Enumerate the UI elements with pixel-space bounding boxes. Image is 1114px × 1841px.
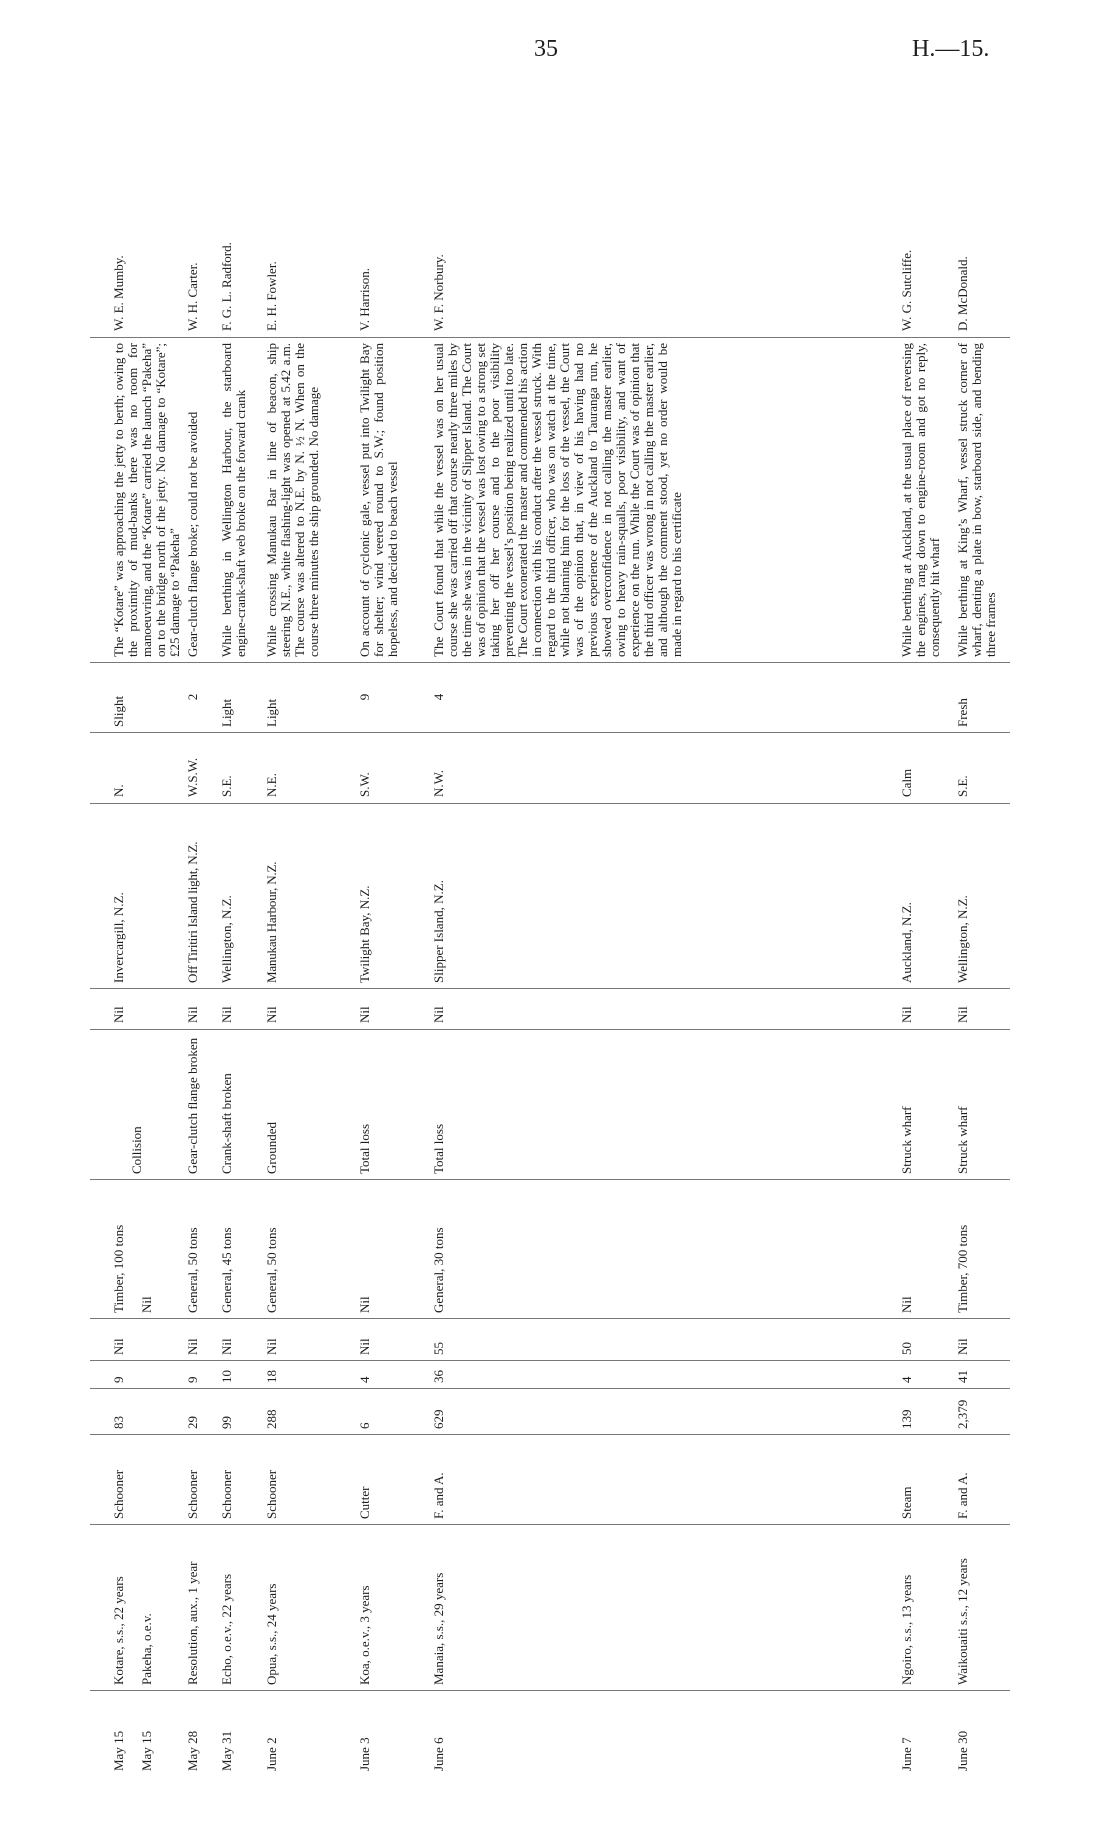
table-row — [140, 210, 160, 1775]
officer-cell: W. G. Sutcliffe. — [899, 249, 914, 331]
crew-cell: 9 — [111, 1376, 126, 1383]
lives-lost-cell: Nil — [264, 1006, 279, 1023]
wind-force-cell: Slight — [111, 695, 126, 727]
crew-cell: 41 — [955, 1370, 970, 1383]
vessel-cell: Ngoiro, s.s., 13 years — [899, 1574, 914, 1685]
place-cell: Wellington, N.Z. — [219, 895, 234, 983]
date-cell: May 15 — [139, 1730, 154, 1771]
vessel-cell: Kotare, s.s., 22 years — [111, 1576, 126, 1685]
place-cell: Wellington, N.Z. — [955, 895, 970, 983]
remarks-cell: While berthing at Auckland, at the usual place of reversing the engines, rang down to engine-room and got no reply, consequently hit wharf — [899, 343, 942, 657]
remarks-cell: The Court found that while the vessel was on her usual course she was carried off that course nearly three miles by the time she was in the vicinity of Slipper Island. The Court was of opinion that the vessel was lost owing to a strong set taking her off her course and to the poor visibility preventing the vessel’s position being realized until too late. The Court exonerated the master and commended his action in connection with his conduct after the vessel struck. With regard to the third officer, who was on watch at the time, while not blaming him for the loss of the vessel, the Court was of the opinion that, in view of his having had no previous experience of the Auckland to Tauranga run, he showed overconfidence in not calling the master earlier, owing to heavy rain-squalls, poor visibility, and want of experience on the run. While the Court was of opinion that the third officer was wrong in not calling the master earlier, and although the comment stood, yet no order would be made in regard to his certificate — [431, 343, 684, 657]
tonnage-cell: 83 — [111, 1416, 126, 1429]
rig-cell: F. and A. — [431, 1472, 446, 1519]
lives-lost-cell: Nil — [431, 1006, 446, 1023]
date-cell: May 15 — [111, 1730, 126, 1771]
passengers-cell: Nil — [955, 1338, 970, 1355]
casualty-cell: Collision — [129, 1126, 144, 1174]
crew-cell: 9 — [185, 1376, 200, 1383]
table-row — [956, 210, 1010, 1775]
wind-force-cell: 4 — [431, 693, 446, 701]
lives-lost-cell: Nil — [219, 1006, 234, 1023]
officer-cell: V. Harrison. — [357, 268, 372, 331]
wind-direction-cell: N.E. — [264, 773, 279, 797]
vessel-cell: Manaia, s.s., 29 years — [431, 1572, 446, 1685]
table-row — [432, 210, 812, 1775]
cargo-cell: General, 45 tons — [219, 1227, 234, 1313]
officer-cell: E. H. Fowler. — [264, 261, 279, 331]
passengers-cell: Nil — [111, 1338, 126, 1355]
officer-cell: W. H. Carter. — [185, 262, 200, 331]
casualty-cell: Crank-shaft broken — [219, 1073, 234, 1174]
remarks-cell: Gear-clutch flange broke; could not be avoided — [185, 411, 200, 657]
rig-cell: Schooner — [219, 1469, 234, 1519]
crew-cell: 36 — [431, 1370, 446, 1383]
place-cell: Slipper Island, N.Z. — [431, 880, 446, 983]
wind-force-cell: 2 — [185, 693, 200, 701]
remarks-cell: On account of cyclonic gale, vessel put into Twilight Bay for shelter; wind veered round to S.W.; found position hopeless, and decided to beach vessel — [357, 343, 400, 657]
passengers-cell: 55 — [431, 1342, 446, 1355]
remarks-cell: While berthing in Wellington Harbour, the starboard engine-crank-shaft web broke on the forward crank — [219, 343, 248, 657]
crew-cell: 4 — [357, 1376, 372, 1383]
place-cell: Twilight Bay, N.Z. — [357, 885, 372, 983]
cargo-cell: General, 50 tons — [264, 1227, 279, 1313]
casualty-cell: Struck wharf — [955, 1106, 970, 1174]
wind-direction-cell: S.W. — [357, 772, 372, 797]
date-cell: June 2 — [264, 1737, 279, 1771]
cargo-cell: Nil — [899, 1296, 914, 1313]
wind-force-cell: Light — [264, 698, 279, 727]
vessel-cell: Echo, o.e.v., 22 years — [219, 1573, 234, 1685]
place-cell: Manukau Harbour, N.Z. — [264, 861, 279, 983]
rig-cell: Cutter — [357, 1486, 372, 1519]
place-cell: Invercargill, N.Z. — [111, 892, 126, 983]
vessel-cell: Koa, o.e.v., 3 years — [357, 1585, 372, 1685]
date-cell: June 3 — [357, 1737, 372, 1771]
place-cell: Off Tiritiri Island light, N.Z. — [185, 841, 200, 983]
rig-cell: Schooner — [185, 1469, 200, 1519]
cargo-cell: Timber, 700 tons — [955, 1224, 970, 1313]
cargo-cell: Nil — [139, 1296, 154, 1313]
lives-lost-cell: Nil — [111, 1006, 126, 1023]
officer-cell: F. G. L. Radford. — [219, 242, 234, 331]
rig-cell: Schooner — [111, 1469, 126, 1519]
date-cell: May 28 — [185, 1730, 200, 1771]
officer-cell: D. McDonald. — [955, 256, 970, 331]
tonnage-cell: 139 — [899, 1409, 914, 1429]
crew-cell: 10 — [219, 1370, 234, 1383]
vessel-cell: Resolution, aux., 1 year — [185, 1561, 200, 1685]
wind-direction-cell: Calm — [899, 768, 914, 797]
table-row — [265, 210, 355, 1775]
wind-force-cell: Fresh — [955, 698, 970, 727]
lives-lost-cell: Nil — [357, 1006, 372, 1023]
table-row — [186, 210, 218, 1775]
remarks-cell: The “Kotare” was approaching the jetty to berth; owing to the proximity of mud-banks there was no room for manoeuvring, and the “Kotare” carried the launch “Pakeha” on to the bridge north of the jetty. No damage to “Kotare”; £25 damage to “Pakeha” — [111, 343, 182, 657]
officer-cell: W. E. Mumby. — [111, 255, 126, 331]
cargo-cell: General, 30 tons — [431, 1227, 446, 1313]
casualty-cell: Grounded — [264, 1122, 279, 1174]
document-code: H.—15. — [912, 36, 990, 62]
passengers-cell: Nil — [185, 1338, 200, 1355]
rig-cell: Steam — [899, 1486, 914, 1519]
cargo-cell: Timber, 100 tons — [111, 1224, 126, 1313]
cargo-cell: Nil — [357, 1296, 372, 1313]
table-row — [900, 210, 954, 1775]
vessel-cell: Pakeha, o.e.v. — [139, 1613, 154, 1685]
passengers-cell: 50 — [899, 1342, 914, 1355]
wind-direction-cell: N. — [111, 784, 126, 797]
date-cell: May 31 — [219, 1730, 234, 1771]
casualty-cell: Total loss — [431, 1123, 446, 1174]
wind-direction-cell: W.S.W. — [185, 757, 200, 797]
tonnage-cell: 6 — [357, 1422, 372, 1429]
wind-direction-cell: S.E. — [219, 775, 234, 797]
vessel-cell: Opua, s.s., 24 years — [264, 1583, 279, 1685]
page-number: 35 — [534, 36, 558, 62]
rig-cell: Schooner — [264, 1469, 279, 1519]
wind-force-cell: 9 — [357, 693, 372, 701]
rig-cell: F. and A. — [955, 1472, 970, 1519]
lives-lost-cell: Nil — [899, 1006, 914, 1023]
crew-cell: 4 — [899, 1376, 914, 1383]
table-row — [358, 210, 428, 1775]
remarks-cell: While berthing at King’s Wharf, vessel struck corner of wharf, denting a plate in bow, starboard side, and bending three frames — [955, 343, 998, 657]
tonnage-cell: 29 — [185, 1416, 200, 1429]
remarks-cell: While crossing Manukau Bar in line of beacon, ship steering N.E., white flashing-light was opened at 5.42 a.m. The course was altered to N.E. by N. ½ N. When on the course three minutes the ship grounded. No damage — [264, 343, 321, 657]
place-cell: Auckland, N.Z. — [899, 902, 914, 983]
cargo-cell: General, 50 tons — [185, 1227, 200, 1313]
vessel-cell: Waikouaiti s.s., 12 years — [955, 1558, 970, 1685]
wind-direction-cell: N.W. — [431, 770, 446, 797]
tonnage-cell: 629 — [431, 1409, 446, 1429]
passengers-cell: Nil — [219, 1338, 234, 1355]
wind-direction-cell: S.E. — [955, 775, 970, 797]
tonnage-cell: 2,379 — [955, 1399, 970, 1429]
casualty-cell: Total loss — [357, 1123, 372, 1174]
passengers-cell: Nil — [264, 1338, 279, 1355]
date-cell: June 30 — [955, 1730, 970, 1771]
wind-force-cell: Light — [219, 698, 234, 727]
date-cell: June 7 — [899, 1737, 914, 1771]
officer-cell: W. F. Norbury. — [431, 254, 446, 331]
table-row — [220, 210, 260, 1775]
passengers-cell: Nil — [357, 1338, 372, 1355]
casualty-cell: Struck wharf — [899, 1106, 914, 1174]
casualty-cell: Gear-clutch flange broken — [185, 1037, 200, 1174]
tonnage-cell: 288 — [264, 1409, 279, 1429]
lives-lost-cell: Nil — [185, 1006, 200, 1023]
lives-lost-cell: Nil — [955, 1006, 970, 1023]
crew-cell: 18 — [264, 1370, 279, 1383]
date-cell: June 6 — [431, 1737, 446, 1771]
tonnage-cell: 99 — [219, 1416, 234, 1429]
casualty-table — [90, 210, 1010, 1775]
